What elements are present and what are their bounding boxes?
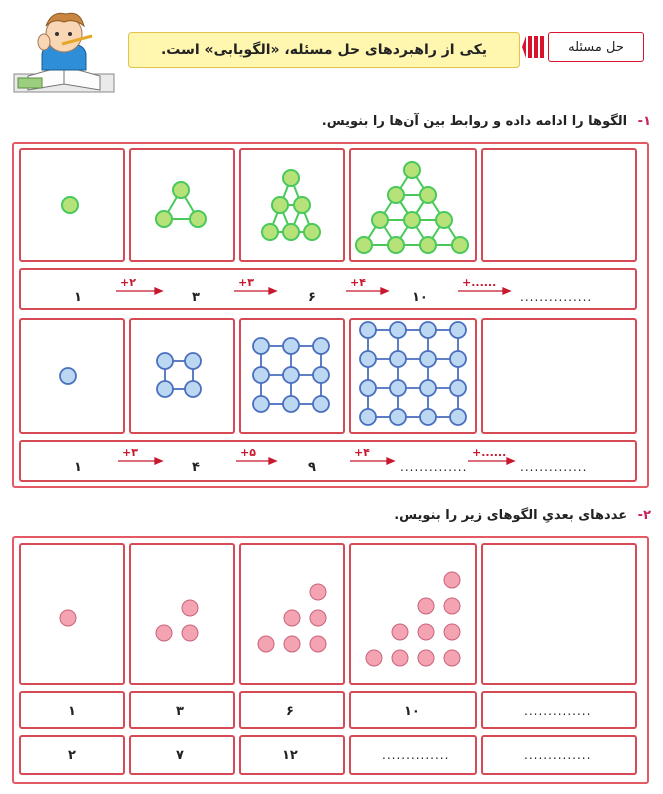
- step-label: +۴: [354, 446, 370, 459]
- step-label: +......: [472, 446, 507, 459]
- pink-dot: [392, 624, 408, 640]
- sequence-value: ۶: [308, 290, 316, 305]
- pink-dot: [284, 610, 300, 626]
- answer-blank[interactable]: ..............: [400, 460, 468, 474]
- sequence-value: ۴: [192, 460, 200, 475]
- pink-dot: [310, 636, 326, 652]
- question-2-number: ۲-: [637, 508, 651, 523]
- answer-blank[interactable]: ..............: [524, 748, 592, 762]
- pink-dot: [182, 600, 198, 616]
- sequence-value: ۳: [192, 290, 200, 305]
- sequence-value: ۷: [176, 748, 184, 763]
- step-label: +۲: [120, 276, 136, 289]
- pink-dot: [418, 650, 434, 666]
- pink-dot: [284, 636, 300, 652]
- pink-dot: [310, 584, 326, 600]
- sequence-value: ۱: [68, 704, 76, 719]
- sequence-value: ۱: [74, 290, 82, 305]
- step-label: +۳: [122, 446, 138, 459]
- question-1-text: الگوها را ادامه داده و روابط بین آن‌ها را بنویس.: [321, 114, 628, 129]
- pink-dot: [182, 625, 198, 641]
- pink-dot: [60, 610, 76, 626]
- sequence-value: ۱: [74, 460, 82, 475]
- section-tag-label: حل مسئله: [568, 39, 624, 55]
- sequence-value: ۱۰: [412, 290, 428, 305]
- banner-text: یکی از راهبردهای حل مسئله، «الگویابی» است.: [160, 42, 488, 58]
- answer-blank[interactable]: ..............: [382, 748, 450, 762]
- answer-blank[interactable]: ..............: [520, 460, 588, 474]
- pink-dot: [418, 598, 434, 614]
- pink-dot: [156, 625, 172, 641]
- pink-dot: [444, 598, 460, 614]
- pink-dot: [366, 650, 382, 666]
- pink-dot: [418, 624, 434, 640]
- sequence-value: ۱۰: [404, 704, 420, 719]
- pink-dot: [444, 572, 460, 588]
- step-label: +۳: [238, 276, 254, 289]
- sequence-value: ۳: [176, 704, 184, 719]
- step-label: +۵: [240, 446, 256, 459]
- pink-dot: [310, 610, 326, 626]
- step-label: +......: [462, 276, 497, 289]
- pink-dot: [444, 650, 460, 666]
- question-2-text: عددهای بعدیِ الگوهای زیر را بنویس.: [394, 508, 628, 523]
- question-1-number: ۱-: [637, 114, 651, 129]
- sequence-value: ۶: [286, 704, 294, 719]
- answer-blank[interactable]: ...............: [520, 290, 593, 304]
- sequence-value: ۱۲: [282, 748, 298, 763]
- answer-blank[interactable]: ..............: [524, 704, 592, 718]
- sequence-value: ۹: [308, 460, 316, 475]
- step-label: +۴: [350, 276, 366, 289]
- pink-dot: [444, 624, 460, 640]
- pink-dot: [258, 636, 274, 652]
- pink-dot: [392, 650, 408, 666]
- sequence-value: ۲: [68, 748, 76, 763]
